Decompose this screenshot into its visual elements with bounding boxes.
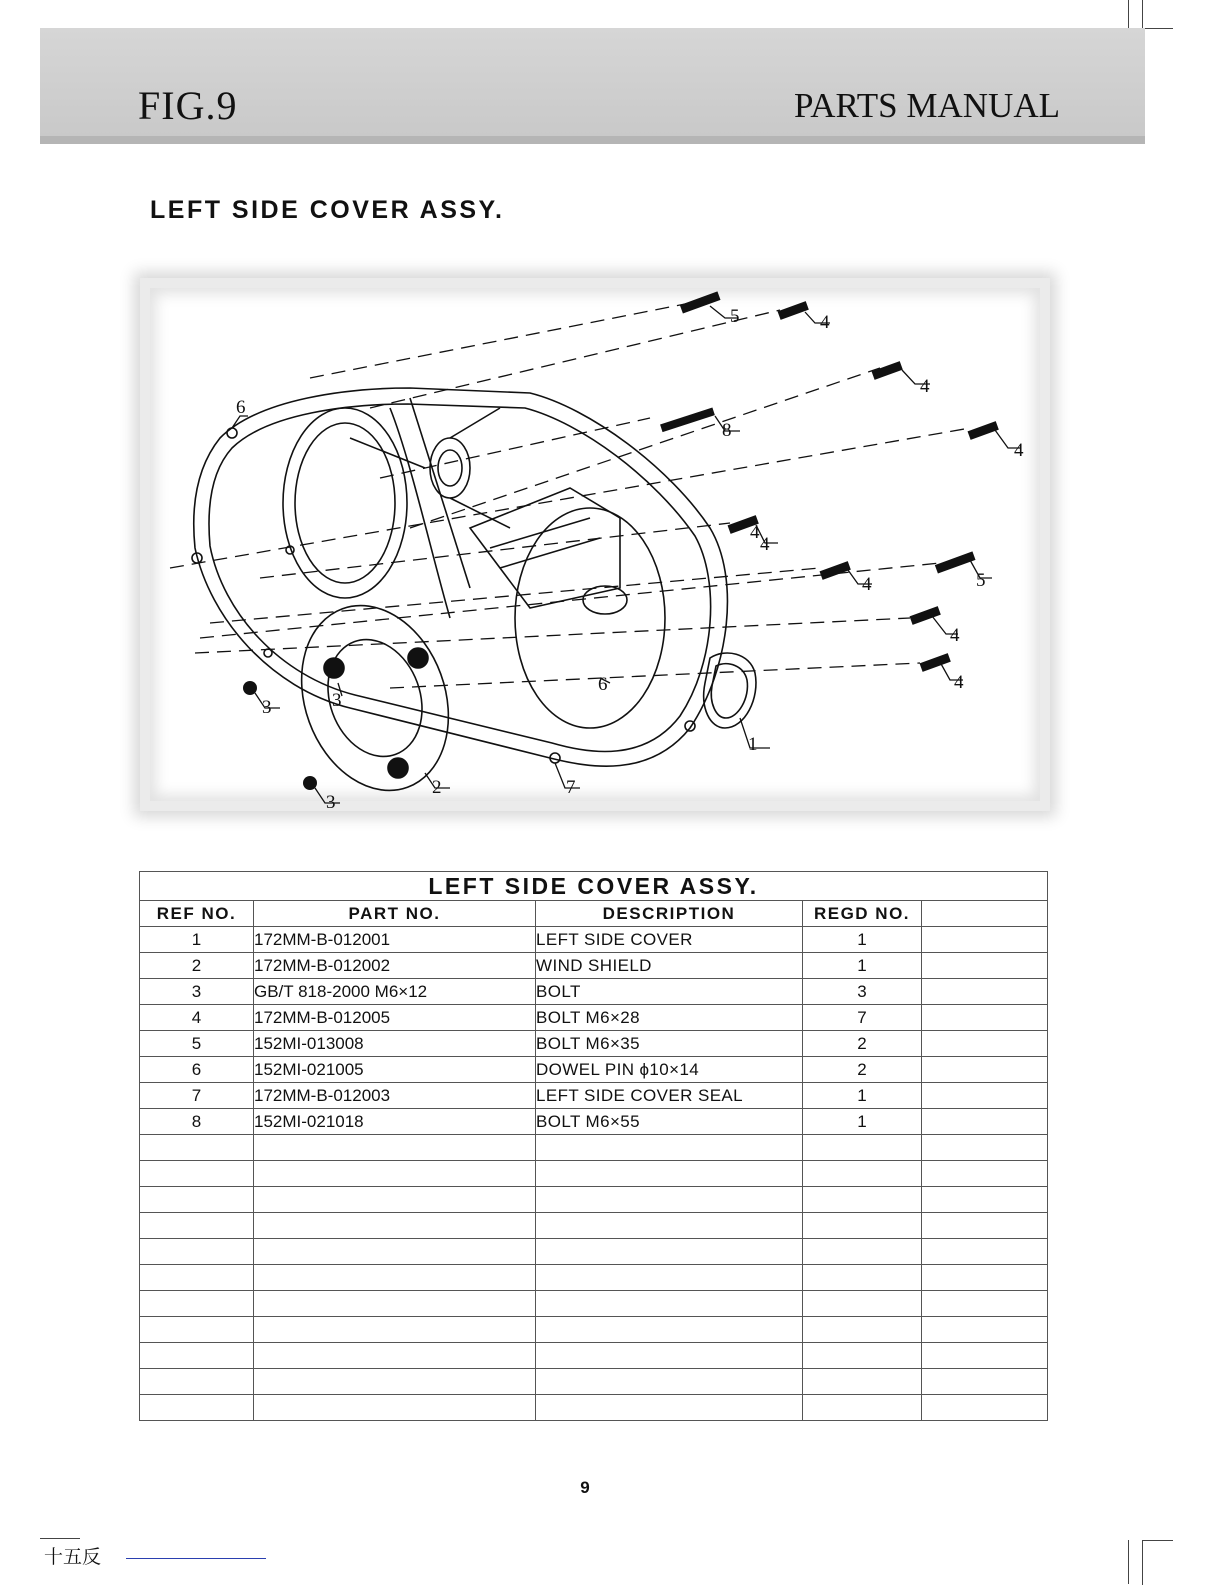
empty-cell (803, 1291, 922, 1317)
regd-no-cell: 1 (803, 953, 922, 979)
table-row (140, 927, 1048, 953)
part-no-cell: 152MI-021018 (254, 1109, 536, 1135)
header-blank (922, 901, 1048, 927)
header-regd-no: REGD NO. (803, 901, 922, 927)
diagram-drawing (150, 288, 1040, 813)
table-row (140, 953, 1048, 979)
empty-cell (140, 1343, 254, 1369)
description-cell: DOWEL PIN ϕ10×14 (536, 1057, 803, 1083)
callout-label: 4 (954, 672, 964, 693)
empty-cell (254, 1395, 536, 1421)
part-no-cell: GB/T 818-2000 M6×12 (254, 979, 536, 1005)
part-no-cell: 152MI-013008 (254, 1031, 536, 1057)
description-cell: WIND SHIELD (536, 953, 803, 979)
blank-cell (922, 1109, 1048, 1135)
left-side-cover-shape (192, 388, 756, 766)
description-cell: BOLT M6×35 (536, 1031, 803, 1057)
table-row (140, 1031, 1048, 1057)
callout-label: 3 (262, 697, 272, 718)
empty-cell (536, 1291, 803, 1317)
callout-label: 4 (750, 522, 760, 543)
empty-cell (922, 1395, 1048, 1421)
table-title-row (140, 872, 1048, 901)
callout-label: 6 (236, 397, 246, 418)
empty-cell (922, 1343, 1048, 1369)
empty-cell (536, 1317, 803, 1343)
callout-label: 1 (748, 734, 758, 755)
regd-no-cell: 1 (803, 927, 922, 953)
empty-cell (536, 1187, 803, 1213)
callout-label: 4 (862, 574, 872, 595)
callout-label: 4 (820, 312, 830, 333)
callout-label: 6 (598, 674, 608, 695)
parts-table (139, 871, 1048, 1421)
empty-cell (922, 1187, 1048, 1213)
empty-table-row (140, 1187, 1048, 1213)
empty-cell (536, 1213, 803, 1239)
footer-rule (126, 1558, 266, 1559)
regd-no-cell: 2 (803, 1057, 922, 1083)
part-no-cell: 172MM-B-012003 (254, 1083, 536, 1109)
table-row (140, 1109, 1048, 1135)
blank-cell (922, 927, 1048, 953)
empty-cell (803, 1161, 922, 1187)
empty-cell (922, 1317, 1048, 1343)
empty-cell (254, 1291, 536, 1317)
regd-no-cell: 7 (803, 1005, 922, 1031)
assembly-lines (170, 303, 970, 688)
blank-cell (922, 1057, 1048, 1083)
empty-cell (803, 1265, 922, 1291)
description-cell: LEFT SIDE COVER SEAL (536, 1083, 803, 1109)
empty-cell (254, 1369, 536, 1395)
header-ref-no: REF NO. (140, 901, 254, 927)
callout-label: 4 (760, 534, 770, 555)
table-row (140, 1057, 1048, 1083)
regd-no-cell: 2 (803, 1031, 922, 1057)
table-header-row (140, 901, 1048, 927)
table-title: LEFT SIDE COVER ASSY. (140, 872, 1048, 901)
section-title: LEFT SIDE COVER ASSY. (150, 196, 505, 224)
empty-cell (140, 1161, 254, 1187)
empty-cell (803, 1317, 922, 1343)
empty-cell (803, 1213, 922, 1239)
empty-cell (803, 1187, 922, 1213)
empty-cell (922, 1265, 1048, 1291)
crop-mark-bottom-right-inner (1142, 1540, 1173, 1585)
footer-note: 十五反 (44, 1546, 102, 1568)
callout-label: 7 (566, 777, 576, 798)
header-description: DESCRIPTION (536, 901, 803, 927)
ref-no-cell: 3 (140, 979, 254, 1005)
bolt-shapes (243, 291, 999, 790)
empty-cell (140, 1187, 254, 1213)
empty-cell (536, 1135, 803, 1161)
figure-label: FIG.9 (138, 83, 238, 128)
exploded-diagram (140, 278, 1050, 811)
blank-cell (922, 1005, 1048, 1031)
empty-table-row (140, 1343, 1048, 1369)
ref-no-cell: 7 (140, 1083, 254, 1109)
empty-cell (803, 1343, 922, 1369)
ref-no-cell: 5 (140, 1031, 254, 1057)
part-no-cell: 152MI-021005 (254, 1057, 536, 1083)
regd-no-cell: 1 (803, 1109, 922, 1135)
description-cell: LEFT SIDE COVER (536, 927, 803, 953)
empty-cell (536, 1265, 803, 1291)
empty-cell (803, 1135, 922, 1161)
empty-cell (922, 1213, 1048, 1239)
regd-no-cell: 1 (803, 1083, 922, 1109)
empty-table-row (140, 1369, 1048, 1395)
empty-cell (140, 1291, 254, 1317)
ref-no-cell: 1 (140, 927, 254, 953)
header-part-no: PART NO. (254, 901, 536, 927)
crop-mark-bottom-left (40, 1538, 80, 1539)
empty-cell (922, 1135, 1048, 1161)
part-no-cell: 172MM-B-012002 (254, 953, 536, 979)
part-no-cell: 172MM-B-012001 (254, 927, 536, 953)
empty-cell (140, 1369, 254, 1395)
blank-cell (922, 1083, 1048, 1109)
callout-labels (236, 306, 1024, 813)
empty-table-row (140, 1135, 1048, 1161)
empty-cell (254, 1239, 536, 1265)
ref-no-cell: 6 (140, 1057, 254, 1083)
leader-lines (232, 306, 1020, 803)
callout-label: 4 (950, 625, 960, 646)
description-cell: BOLT M6×55 (536, 1109, 803, 1135)
ref-no-cell: 8 (140, 1109, 254, 1135)
empty-cell (536, 1239, 803, 1265)
empty-cell (254, 1187, 536, 1213)
empty-cell (922, 1369, 1048, 1395)
description-cell: BOLT (536, 979, 803, 1005)
callout-label: 8 (722, 420, 732, 441)
table-row (140, 1083, 1048, 1109)
empty-cell (536, 1395, 803, 1421)
empty-cell (140, 1213, 254, 1239)
empty-table-row (140, 1161, 1048, 1187)
empty-cell (140, 1265, 254, 1291)
empty-cell (140, 1317, 254, 1343)
page-number: 9 (580, 1478, 590, 1497)
crop-mark-top-right-inner (1142, 0, 1173, 29)
callout-label: 2 (432, 777, 442, 798)
empty-table-row (140, 1395, 1048, 1421)
empty-table-row (140, 1213, 1048, 1239)
empty-cell (254, 1343, 536, 1369)
empty-cell (254, 1317, 536, 1343)
empty-table-row (140, 1317, 1048, 1343)
manual-title: PARTS MANUAL (794, 86, 1060, 125)
empty-cell (922, 1291, 1048, 1317)
empty-cell (803, 1369, 922, 1395)
empty-cell (140, 1395, 254, 1421)
empty-table-row (140, 1239, 1048, 1265)
table-body (140, 927, 1048, 1421)
part-no-cell: 172MM-B-012005 (254, 1005, 536, 1031)
table-row (140, 979, 1048, 1005)
empty-cell (536, 1369, 803, 1395)
empty-cell (922, 1239, 1048, 1265)
empty-cell (254, 1265, 536, 1291)
blank-cell (922, 953, 1048, 979)
empty-cell (536, 1161, 803, 1187)
blank-cell (922, 979, 1048, 1005)
empty-table-row (140, 1265, 1048, 1291)
regd-no-cell: 3 (803, 979, 922, 1005)
empty-cell (140, 1239, 254, 1265)
empty-cell (922, 1161, 1048, 1187)
ref-no-cell: 2 (140, 953, 254, 979)
callout-label: 3 (326, 792, 336, 813)
empty-cell (254, 1213, 536, 1239)
ref-no-cell: 4 (140, 1005, 254, 1031)
empty-cell (803, 1239, 922, 1265)
empty-cell (536, 1343, 803, 1369)
empty-cell (254, 1161, 536, 1187)
callout-label: 5 (976, 570, 986, 591)
callout-label: 4 (920, 376, 930, 397)
blank-cell (922, 1031, 1048, 1057)
callout-label: 5 (730, 306, 740, 327)
callout-label: 3 (332, 690, 342, 711)
empty-cell (254, 1135, 536, 1161)
table-row (140, 1005, 1048, 1031)
empty-cell (140, 1135, 254, 1161)
empty-cell (803, 1395, 922, 1421)
description-cell: BOLT M6×28 (536, 1005, 803, 1031)
empty-table-row (140, 1291, 1048, 1317)
callout-label: 4 (1014, 440, 1024, 461)
